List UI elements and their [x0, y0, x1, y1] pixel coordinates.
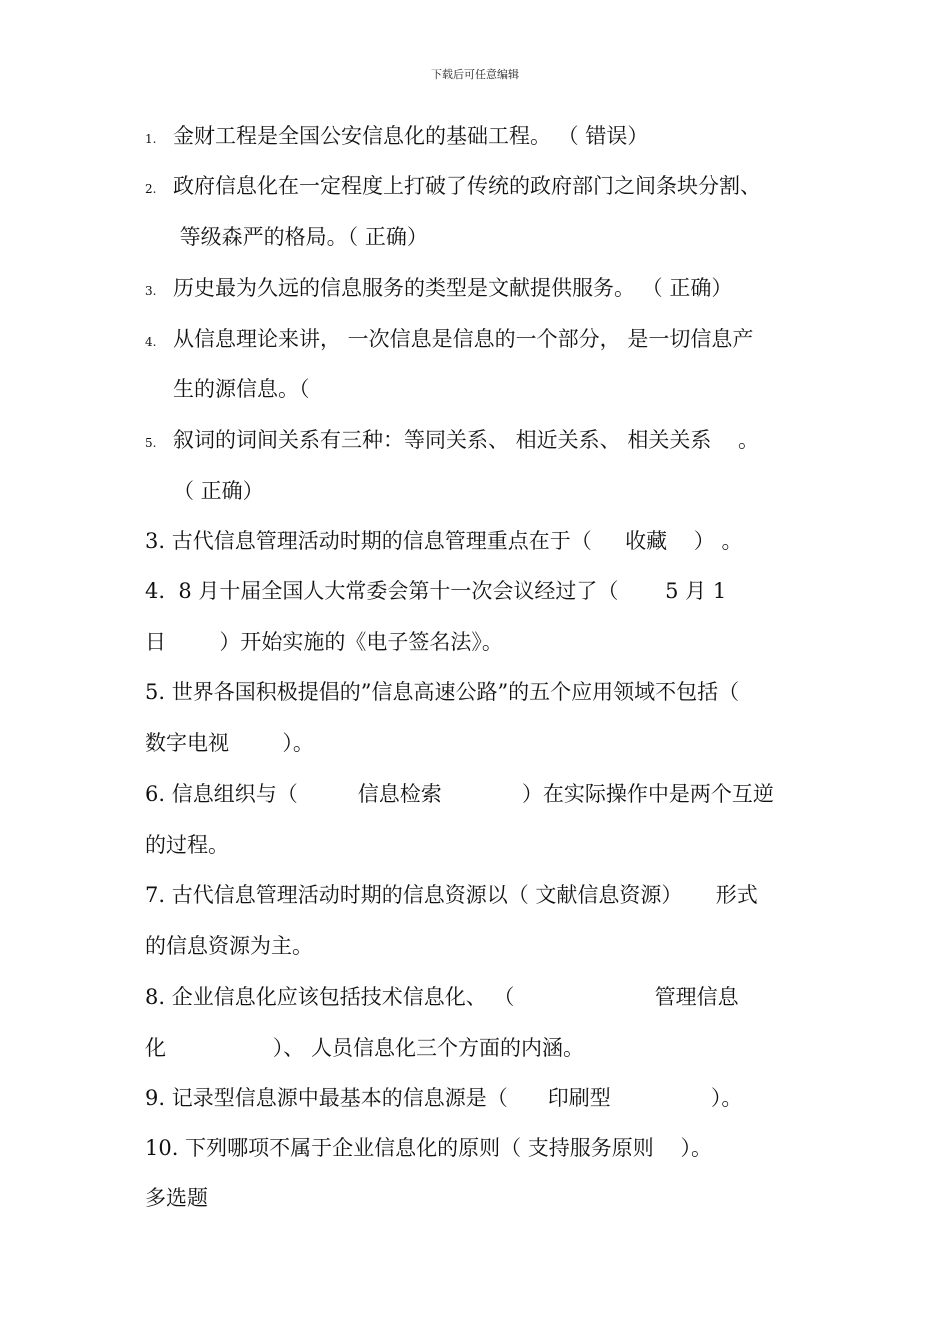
item-number: 5. [145, 436, 157, 450]
question-text: 8. 企业信息化应该包括技术信息化、 （ 管理信息 [145, 985, 739, 1009]
question-text: 5. 世界各国积极提倡的”信息高速公路”的五个应用领域不包括（ [145, 680, 740, 704]
question-text: 的信息资源为主。 [145, 934, 313, 958]
question-text: 金财工程是全国公安信息化的基础工程。 （ 错误） [173, 124, 649, 148]
question-text: 政府信息化在一定程度上打破了传统的政府部门之间条块分割、 [173, 174, 761, 198]
question-text: 历史最为久远的信息服务的类型是文献提供服务。 （ 正确） [173, 276, 733, 300]
question-text: 9. 记录型信息源中最基本的信息源是（ 印刷型 ）。 [145, 1086, 743, 1110]
question-text: 从信息理论来讲， 一次信息是信息的一个部分， 是一切信息产 [173, 327, 754, 351]
question-text: 6. 信息组织与（ 信息检索 ）在实际操作中是两个互逆 [145, 782, 774, 806]
question-text: 10. 下列哪项不属于企业信息化的原则（ 支持服务原则 ）。 [145, 1136, 712, 1160]
question-text: 日 ）开始实施的《电子签名法》。 [145, 630, 503, 654]
question-text: 数字电视 ）。 [145, 731, 314, 755]
question-text: （ 正确） [173, 479, 264, 503]
item-number: 3. [145, 284, 157, 298]
item-number: 1. [145, 132, 157, 146]
question-text: 7. 古代信息管理活动时期的信息资源以（ 文献信息资源） 形式 [145, 883, 758, 907]
question-text: 4. 8 月十届全国人大常委会第十一次会议经过了（ 5 月 1 [145, 579, 727, 603]
section-title: 多选题 [145, 1186, 208, 1210]
question-text: 的过程。 [145, 833, 229, 857]
question-text: 叙词的词间关系有三种：等同关系、 相近关系、 相关关系 。 [173, 428, 760, 452]
page-header: 下载后可任意编辑 [431, 68, 519, 81]
item-number: 2. [145, 182, 157, 196]
question-text: 化 ）、 人员信息化三个方面的内涵。 [145, 1036, 584, 1060]
item-number: 4. [145, 335, 157, 349]
question-text: 生的源信息。（ [173, 377, 310, 401]
question-text: 3. 古代信息管理活动时期的信息管理重点在于（ 收藏 ） 。 [145, 529, 743, 553]
question-text: 等级森严的格局。（ 正确） [173, 225, 428, 249]
